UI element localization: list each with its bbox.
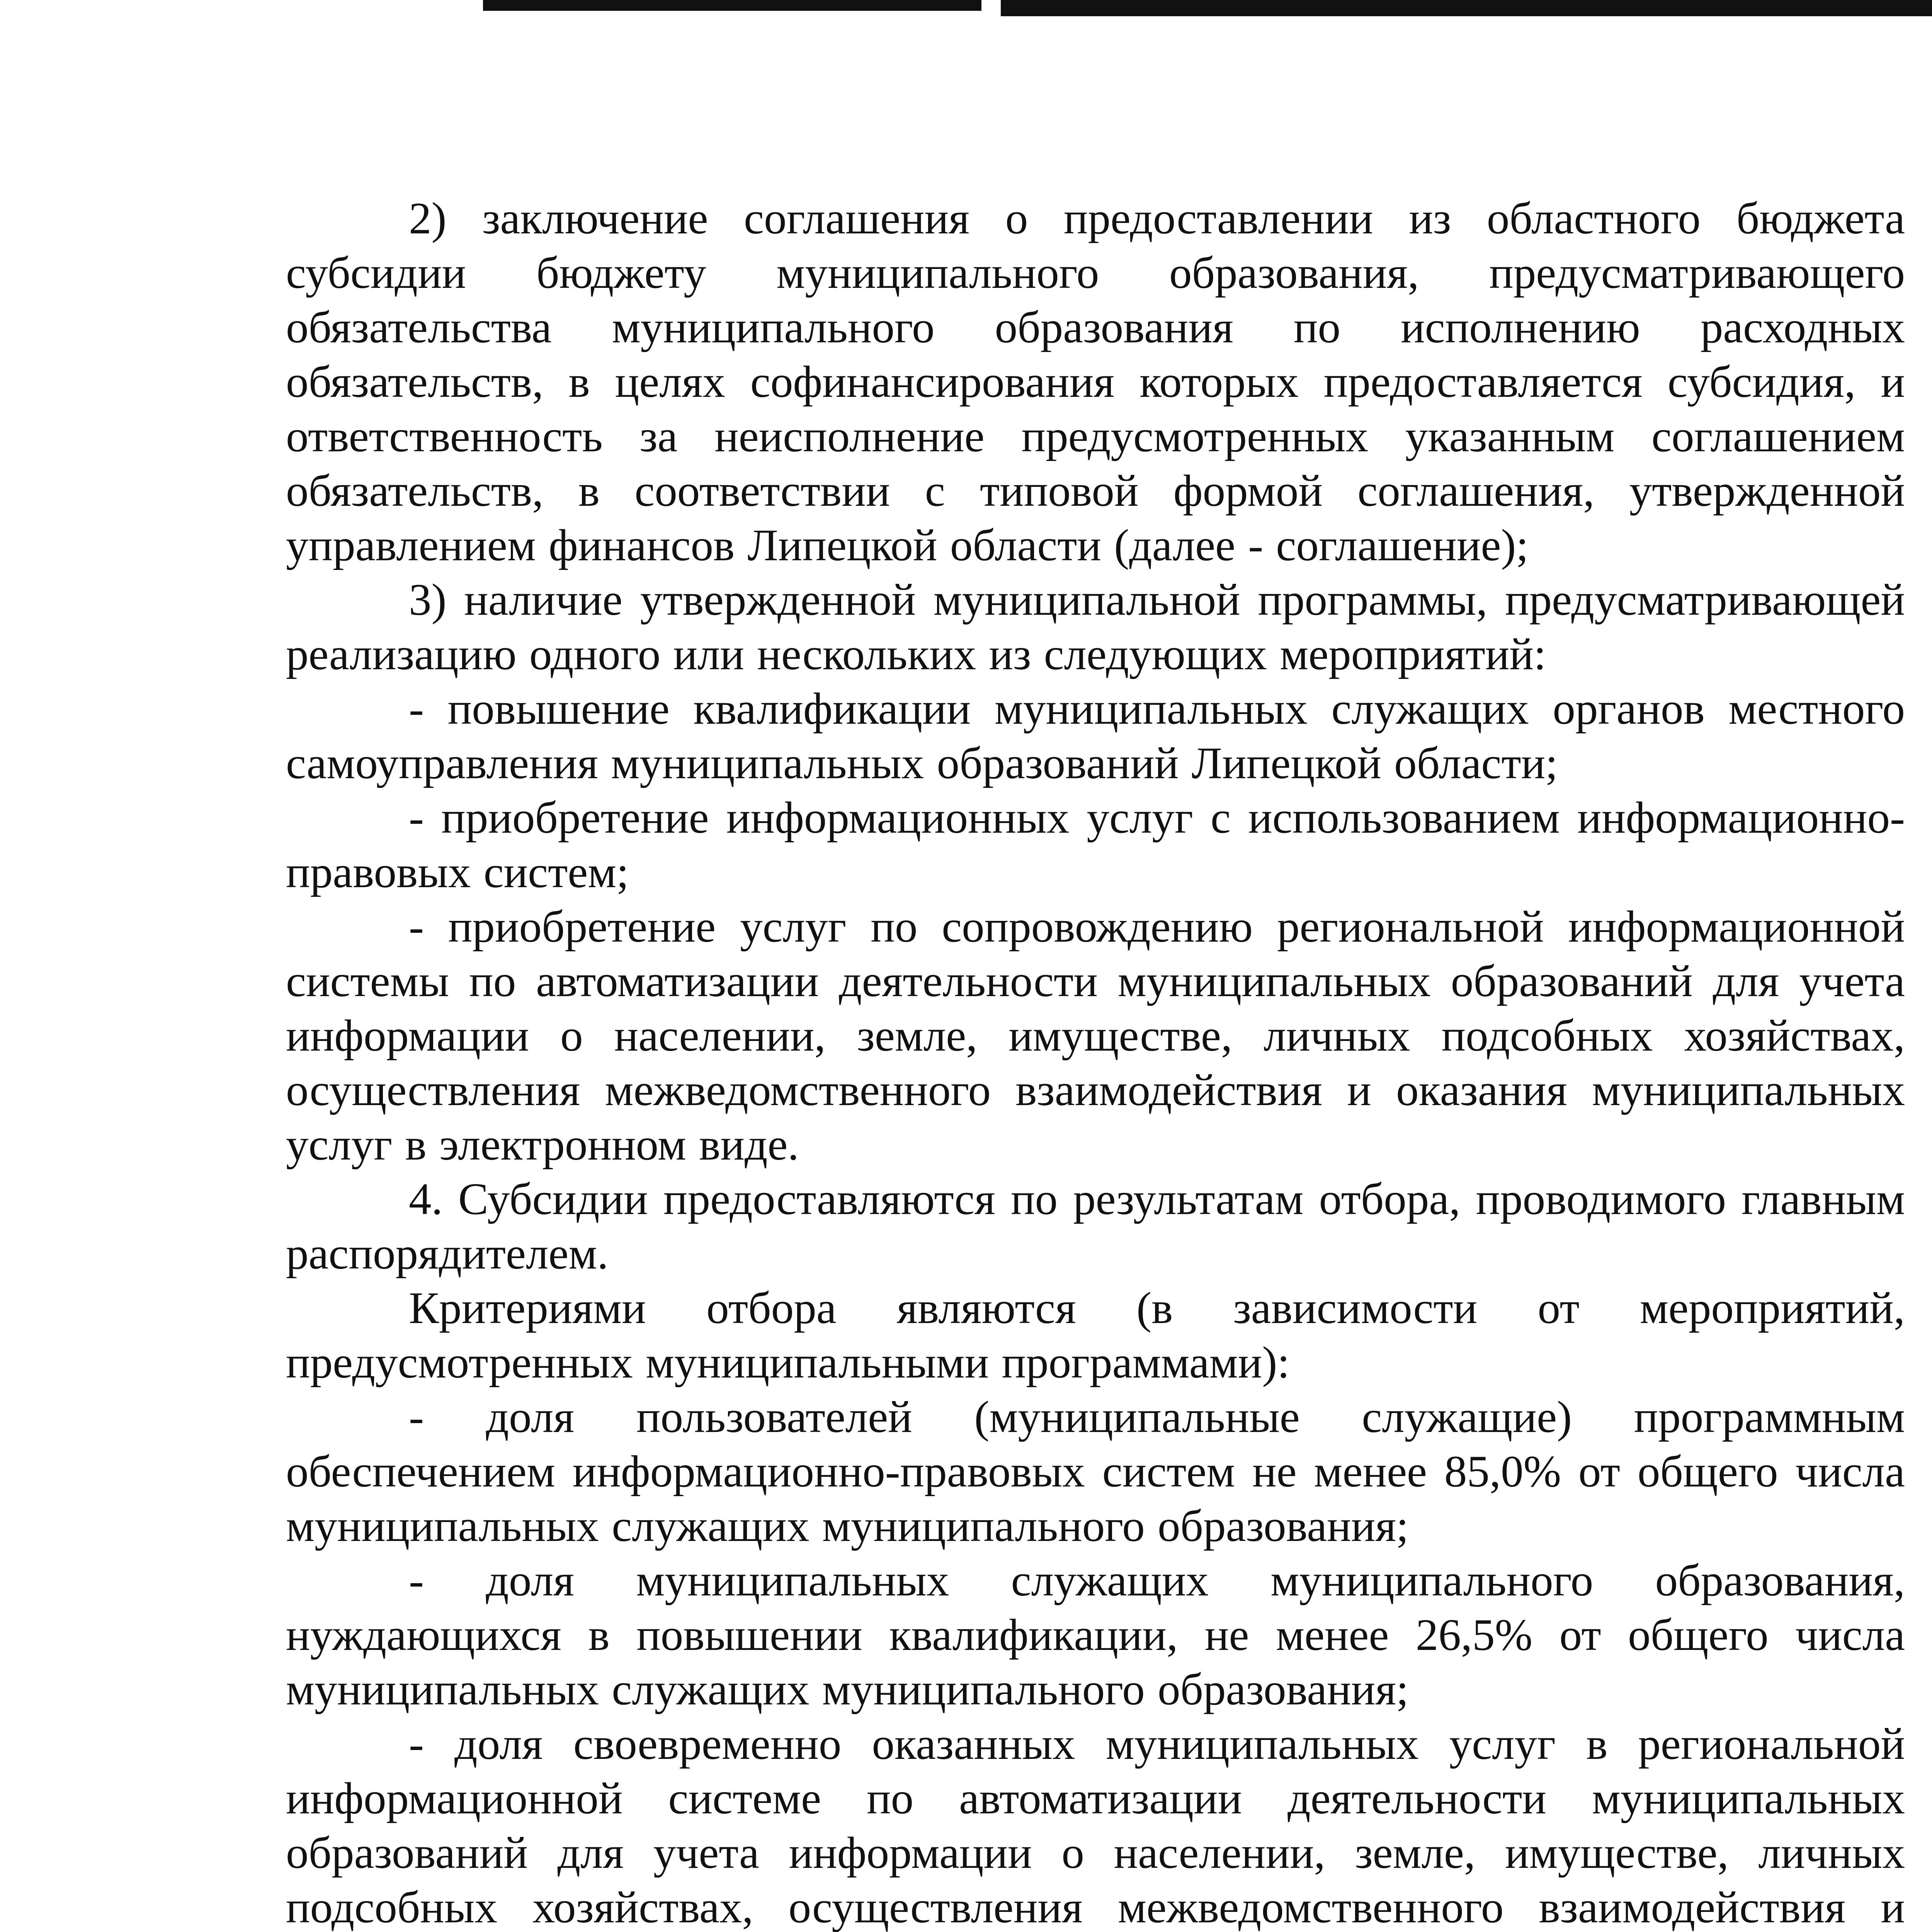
document-page	[286, 191, 1905, 1932]
paragraph-program-condition: 3) наличие утвержденной муниципальной программы, предусматривающей реализацию одного или нескольких из следующих мероприятий:	[286, 575, 1905, 679]
paragraph-criterion-qualification: - доля муниципальных служащих муниципального образования, нуждающихся в повышении квалификации, не менее 26,5% от общего числа муниципальных служащих муниципального образования;	[286, 1556, 1905, 1714]
paragraph-selection: 4. Субсидии предоставляются по результатам отбора, проводимого главным распорядителем.	[286, 1174, 1905, 1279]
scan-edge-top-right	[1001, 0, 1932, 16]
paragraph-agreement-condition: 2) заключение соглашения о предоставлении из областного бюджета субсидии бюджету муниципального образования, предусматривающего обязательства муниципального образования по исполнению расходных обязательств, в целях софинансирования которых предоставляется субсидия, и ответственность за неисполнение предусмотренных указанным соглашением обязательств, в соответствии с типовой формой соглашения, утвержденной управлением финансов Липецкой области (далее - соглашение);	[286, 194, 1905, 570]
paragraph-criterion-users: - доля пользователей (муниципальные служащие) программным обеспечением информационно-правовых систем не менее 85,0% от общего числа муниципальных служащих муниципального образования;	[286, 1392, 1905, 1551]
paragraph-measure-qualification: - повышение квалификации муниципальных служащих органов местного самоуправления муниципальных образований Липецкой области;	[286, 684, 1905, 788]
paragraph-measure-regional-system: - приобретение услуг по сопровождению региональной информационной системы по автоматизации деятельности муниципальных образований для учета информации о населении, земле, имуществе, личных подсобных хозяйствах, осуществления межведомственного взаимодействия и оказания муниципальных услуг в электронном виде.	[286, 902, 1905, 1170]
paragraph-measure-legal-systems: - приобретение информационных услуг с использованием информационно-правовых систем;	[286, 793, 1905, 897]
scan-edge-top-left	[483, 0, 981, 11]
paragraph-selection-criteria: Критериями отбора являются (в зависимости от мероприятий, предусмотренных муниципальными программами):	[286, 1283, 1905, 1388]
paragraph-criterion-services: - доля своевременно оказанных муниципальных услуг в региональной информационной системе по автоматизации деятельности муниципальных образований для учета информации о населении, земле, имуществе, личных подсобных хозяйствах, осуществления межведомственного взаимодействия и	[286, 1719, 1905, 1932]
